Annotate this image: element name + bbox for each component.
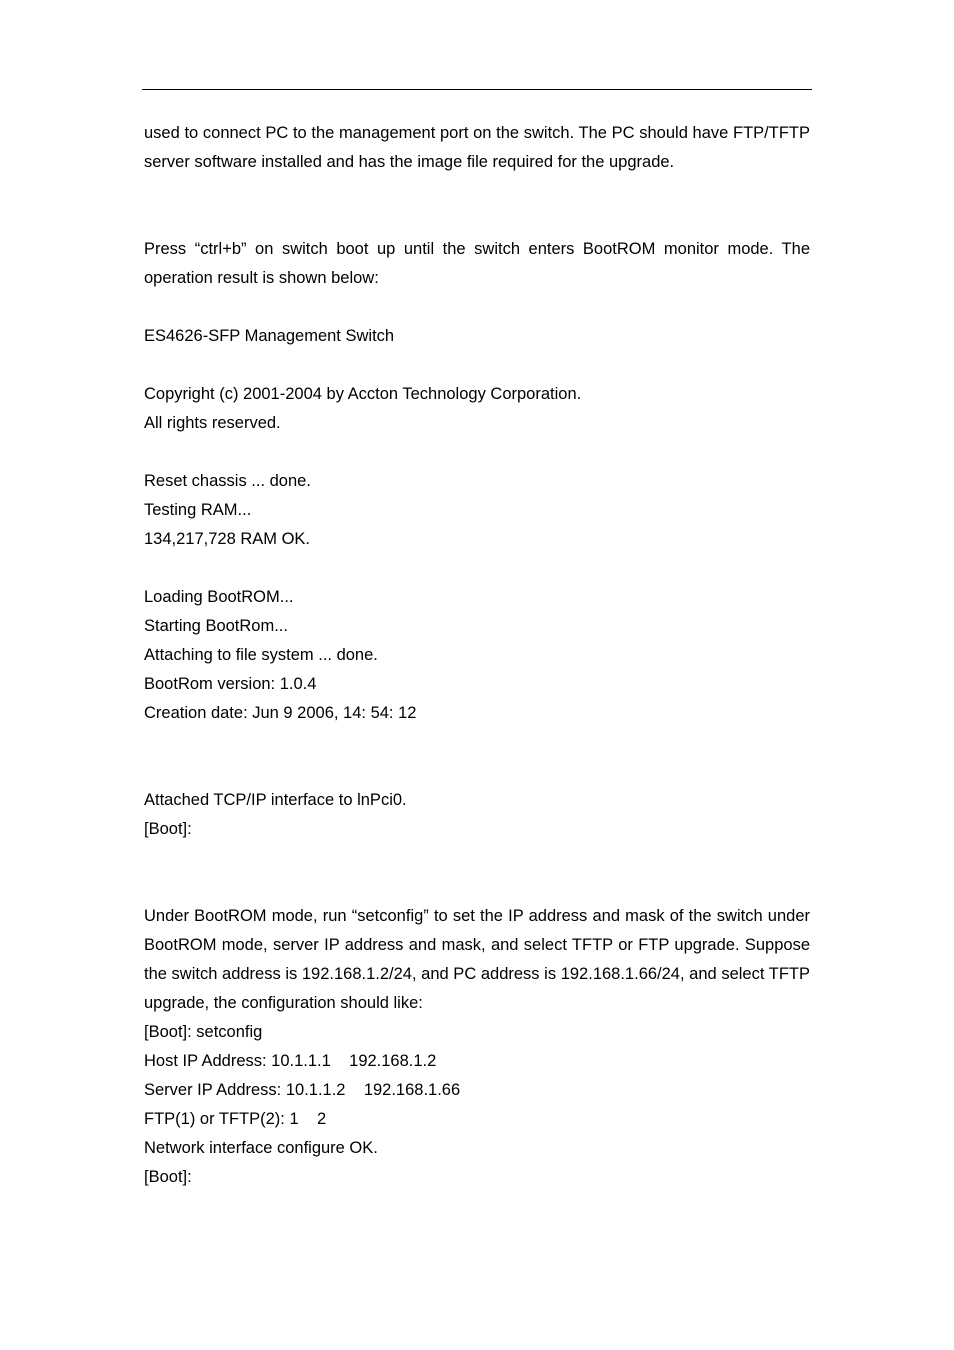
intro-paragraph: used to connect PC to the management port on the switch. The PC should have FTP/TFTP server software installed and has the image file required for the upgrade. xyxy=(144,124,810,171)
blank-line xyxy=(144,728,810,757)
starting-line: Starting BootRom... xyxy=(144,617,288,635)
setconfig-command-line: [Boot]: setconfig xyxy=(144,1023,263,1041)
host-ip-line: Host IP Address: 10.1.1.1 192.168.1.2 xyxy=(144,1052,437,1070)
product-line: ES4626-SFP Management Switch xyxy=(144,327,395,345)
reset-line: Reset chassis ... done. xyxy=(144,472,311,490)
copyright-line: Copyright (c) 2001-2004 by Accton Technology Corporation. xyxy=(144,385,582,403)
rights-line: All rights reserved. xyxy=(144,414,281,432)
setconfig-output xyxy=(144,1018,810,1192)
attaching-line: Attaching to file system ... done. xyxy=(144,646,378,664)
header-rule xyxy=(142,89,812,90)
boot-prompt-line: [Boot]: xyxy=(144,1168,192,1186)
server-ip-line: Server IP Address: 10.1.1.2 192.168.1.66 xyxy=(144,1081,461,1099)
spacer xyxy=(144,293,810,322)
loading-line: Loading BootROM... xyxy=(144,588,294,606)
blank-line xyxy=(144,554,810,583)
version-line: BootRom version: 1.0.4 xyxy=(144,675,317,693)
setconfig-paragraph: Under BootROM mode, run “setconfig” to set the IP address and mask of the switch under BootROM mode, server IP address and mask, and select TFTP or FTP upgrade. Suppose the switch address is 192.168.1.2/24, and PC address is 192.168.1.66/24, and select TFTP upgrade, the configuration should like: xyxy=(144,907,810,1012)
spacer xyxy=(144,844,810,902)
testing-ram-line: Testing RAM... xyxy=(144,501,252,519)
boot-prompt-line: [Boot]: xyxy=(144,820,192,838)
creation-date-line: Creation date: Jun 9 2006, 14: 54: 12 xyxy=(144,704,417,722)
blank-line xyxy=(144,438,810,467)
ftp-tftp-line: FTP(1) or TFTP(2): 1 2 xyxy=(144,1110,327,1128)
ram-ok-line: 134,217,728 RAM OK. xyxy=(144,530,311,548)
network-ok-line: Network interface configure OK. xyxy=(144,1139,378,1157)
attached-tcpip-line: Attached TCP/IP interface to lnPci0. xyxy=(144,791,407,809)
blank-line xyxy=(144,757,810,786)
spacer xyxy=(144,177,810,235)
boot-output xyxy=(144,322,810,844)
press-ctrl-b-paragraph: Press “ctrl+b” on switch boot up until the switch enters BootROM monitor mode. The operation result is shown below: xyxy=(144,240,810,287)
document-body xyxy=(144,119,810,1192)
blank-line xyxy=(144,351,810,380)
